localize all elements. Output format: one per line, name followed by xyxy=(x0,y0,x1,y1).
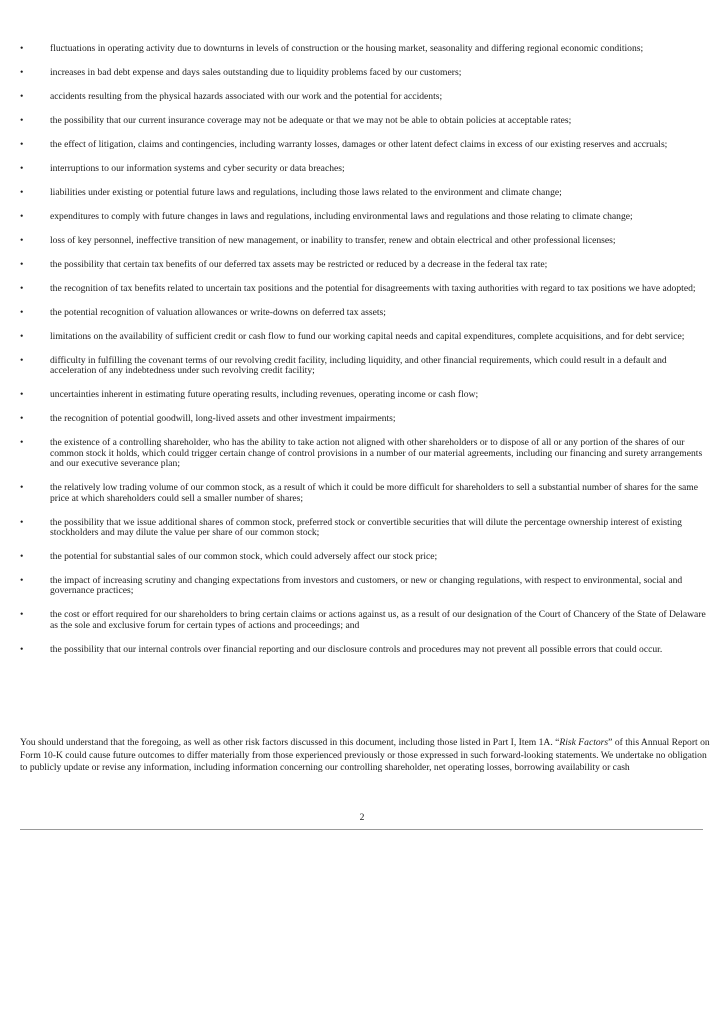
list-item xyxy=(0,116,724,126)
list-item xyxy=(0,68,724,78)
bullet-text: the cost or effort required for our shareholders to bring certain claims or actions against us, as a result of our designation of the Court of Chancery of the State of Delaware as the sole and exclusive forum for certain types of actions and proceedings; and xyxy=(50,609,706,631)
bullet-text: interruptions to our information systems and cyber security or data breaches; xyxy=(50,163,345,174)
list-item xyxy=(0,44,724,54)
bullet-marker: • xyxy=(20,516,24,528)
bullet-text: the possibility that our internal controls over financial reporting and our disclosure controls and procedures may not prevent all possible errors that could occur. xyxy=(50,643,663,655)
bullet-text: accidents resulting from the physical hazards associated with our work and the potential for accidents; xyxy=(50,91,443,102)
list-item xyxy=(0,284,724,294)
bullet-marker: • xyxy=(20,609,24,621)
bullet-marker: • xyxy=(20,259,24,270)
page-divider xyxy=(20,829,703,830)
bullet-text: the possibility that our current insurance coverage may not be adequate or that we may not be able to obtain policies at acceptable rates; xyxy=(50,115,572,126)
bullet-text: expenditures to comply with future changes in laws and regulations, including environmental laws and regulations and those relating to climate change; xyxy=(50,211,633,222)
list-item xyxy=(0,92,724,102)
bullet-marker: • xyxy=(20,187,24,198)
bullet-marker: • xyxy=(20,482,24,494)
bullet-text: loss of key personnel, ineffective transition of new management, or inability to transfer, renew and obtain electrical and other professional licenses; xyxy=(50,235,616,246)
list-item xyxy=(0,645,724,655)
bullet-text: the potential recognition of valuation allowances or write-downs on deferred tax assets; xyxy=(50,307,386,318)
bullet-marker: • xyxy=(20,307,24,318)
bullet-text: limitations on the availability of sufficient credit or cash flow to fund our working capital needs and capital expenditures, complete acquisitions, and for debt service; xyxy=(50,331,685,342)
list-item xyxy=(0,308,724,318)
risk-bullet-list xyxy=(0,44,724,669)
bullet-marker: • xyxy=(20,115,24,126)
list-item xyxy=(0,236,724,246)
risk-factors-reference: Risk Factors xyxy=(559,737,609,748)
bullet-text: difficulty in fulfilling the covenant terms of our revolving credit facility, including liquidity, and other financial requirements, which could result in a default and acceleration of any indebtedness under such revolving credit facility; xyxy=(50,355,667,377)
bullet-marker: • xyxy=(20,575,24,587)
bullet-text: liabilities under existing or potential future laws and regulations, including those laws related to the environment and climate change; xyxy=(50,187,562,198)
bullet-text: the recognition of tax benefits related to uncertain tax positions and the potential for disagreements with taxing authorities with regard to tax positions we have adopted; xyxy=(50,283,696,294)
list-item xyxy=(0,188,724,198)
list-item xyxy=(0,576,724,597)
page-number: 2 xyxy=(359,812,365,823)
bullet-text: the effect of litigation, claims and contingencies, including warranty losses, damages or other latent defect claims in excess of our existing reserves and accruals; xyxy=(50,139,668,150)
bullet-marker: • xyxy=(20,91,24,102)
bullet-marker: • xyxy=(20,43,24,54)
bullet-text: increases in bad debt expense and days sales outstanding due to liquidity problems faced by our customers; xyxy=(50,67,462,78)
bullet-text: the potential for substantial sales of our common stock, which could adversely affect our stock price; xyxy=(50,551,438,563)
bullet-text: fluctuations in operating activity due to downturns in levels of construction or the housing market, seasonality and differing regional economic conditions; xyxy=(50,43,644,54)
bullet-marker: • xyxy=(20,283,24,294)
bullet-text: uncertainties inherent in estimating future operating results, including revenues, operating income or cash flow; xyxy=(50,389,479,401)
bullet-text: the existence of a controlling shareholder, who has the ability to take action not aligned with other shareholders or to dispose of all or any portion of the shares of our common stock it holds, which could trigger certain change of control provisions in a number of our material agreements, including our financing and surety arrangements and our executive severance plan; xyxy=(50,437,703,470)
list-item xyxy=(0,552,724,562)
list-item xyxy=(0,483,724,504)
bullet-marker: • xyxy=(20,355,24,366)
closing-text-end: ” of this Annual Report on Form 10-K could cause future outcomes to differ materially from those experienced previously or those expressed in such forward-looking statements. We undertake no obligation to publicly update or revise any information, including information concerning our controlling shareholder, net operating losses, borrowing availability or cash xyxy=(20,737,710,774)
list-item xyxy=(0,414,724,424)
list-item xyxy=(0,140,724,150)
list-item xyxy=(0,390,724,400)
bullet-marker: • xyxy=(20,211,24,222)
closing-paragraph xyxy=(20,737,710,775)
list-item xyxy=(0,610,724,631)
bullet-marker: • xyxy=(20,437,24,449)
bullet-text: the relatively low trading volume of our common stock, as a result of which it could be more difficult for shareholders to sell a substantial number of shares for the same price at which shareholders could sell a smaller number of shares; xyxy=(50,482,699,504)
bullet-marker: • xyxy=(20,413,24,425)
list-item xyxy=(0,260,724,270)
closing-text-start: You should understand that the foregoing, as well as other risk factors discussed in this document, including those listed in Part I, Item 1A. “ xyxy=(20,737,560,748)
list-item xyxy=(0,212,724,222)
bullet-marker: • xyxy=(20,389,24,401)
bullet-text: the recognition of potential goodwill, long-lived assets and other investment impairments; xyxy=(50,413,396,425)
bullet-marker: • xyxy=(20,163,24,174)
bullet-text: the impact of increasing scrutiny and changing expectations from investors and customers, or new or changing regulations, with respect to environmental, social and governance practices; xyxy=(50,575,683,597)
bullet-marker: • xyxy=(20,235,24,246)
list-item xyxy=(0,518,724,539)
bullet-marker: • xyxy=(20,331,24,342)
list-item xyxy=(0,438,724,469)
bullet-text: the possibility that we issue additional shares of common stock, preferred stock or convertible securities that will dilute the percentage ownership interest of existing stockholders and may dilute the value per share of our common stock; xyxy=(50,516,682,539)
bullet-marker: • xyxy=(20,643,24,655)
list-item xyxy=(0,164,724,174)
list-item xyxy=(0,332,724,342)
bullet-marker: • xyxy=(20,67,24,78)
list-item xyxy=(0,356,724,377)
bullet-marker: • xyxy=(20,551,24,563)
bullet-marker: • xyxy=(20,139,24,150)
bullet-text: the possibility that certain tax benefits of our deferred tax assets may be restricted or reduced by a decrease in the federal tax rate; xyxy=(50,259,548,270)
